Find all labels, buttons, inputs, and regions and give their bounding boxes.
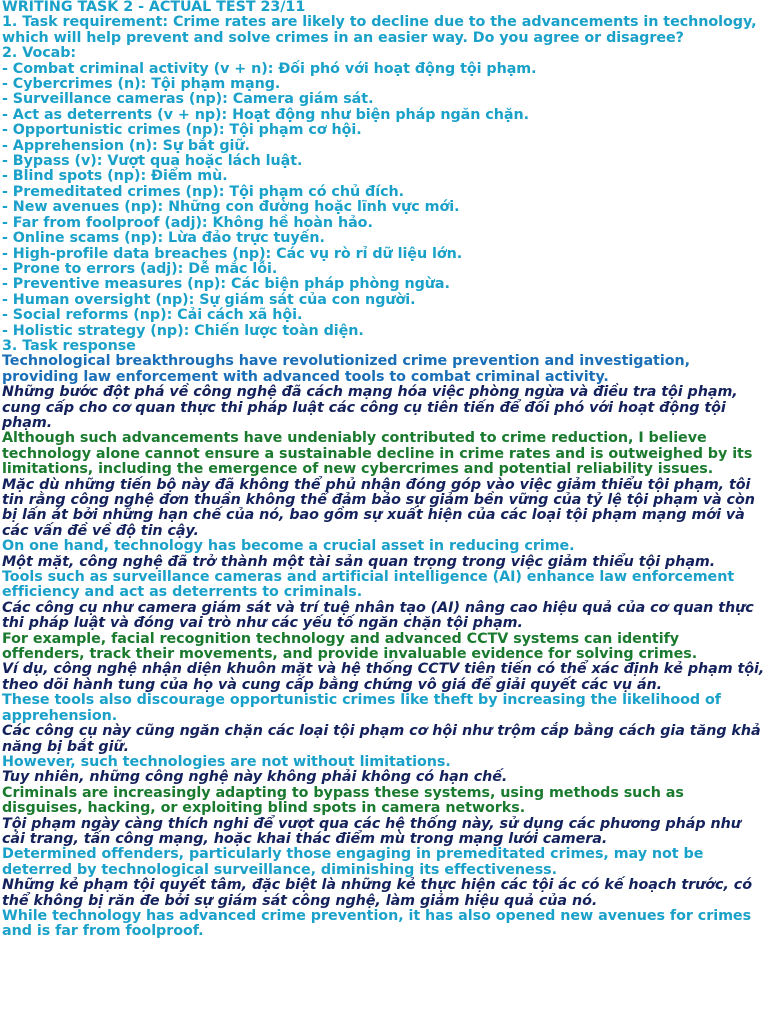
vocab-item: - Prone to errors (adj): Dễ mắc lỗi.	[2, 260, 278, 277]
response-sentence-vietnamese: Mặc dù những tiến bộ này đã không thể phủ nhận đóng góp vào việc giảm thiểu tội phạm, tôi tin rằng công nghệ đơn thuần không thể đảm bảo sự giảm bền vững của tỷ lệ tội phạm và còn bị lấn át bởi những hạn chế của nó, bao gồm sự xuất hiện của các loại tội phạm mạng mới và các vấn đề về độ tin cậy.	[2, 476, 755, 539]
response-sentence-vietnamese: Các công cụ này cũng ngăn chặn các loại tội phạm cơ hội như trộm cắp bằng cách gia tăng khả năng bị bắt giữ.	[2, 723, 761, 755]
vocab-item: - High-profile data breaches (np): Các vụ rò rỉ dữ liệu lớn.	[2, 245, 463, 262]
vocab-item: - Preventive measures (np): Các biện pháp phòng ngừa.	[2, 276, 450, 293]
vocab-item: - Bypass (v): Vượt qua hoặc lách luật.	[2, 153, 303, 170]
response-sentence-vietnamese: Tuy nhiên, những công nghệ này không phải không có hạn chế.	[2, 769, 508, 786]
vocab-item: - Far from foolproof (adj): Không hề hoàn hảo.	[2, 214, 373, 231]
vocab-item: - Opportunistic crimes (np): Tội phạm cơ hội.	[2, 122, 362, 139]
response-sentence-english: Tools such as surveillance cameras and artificial intelligence (AI) enhance law enforcement efficiency and act as deterrents to criminals.	[2, 569, 735, 601]
response-sentence-english: Technological breakthroughs have revolutionized crime prevention and investigation, providing law enforcement with advanced tools to combat criminal activity.	[2, 353, 690, 385]
response-sentence-english: For example, facial recognition technology and advanced CCTV systems can identify offenders, track their movements, and provide invaluable evidence for solving crimes.	[2, 630, 698, 663]
response-sentence-vietnamese: Những bước đột phá về công nghệ đã cách mạng hóa việc phòng ngừa và điều tra tội phạm, cung cấp cho cơ quan thực thi pháp luật các công cụ tiên tiến để đối phó với hoạt động tội phạm.	[2, 384, 738, 431]
response-sentence-vietnamese: Những kẻ phạm tội quyết tâm, đặc biệt là những kẻ thực hiện các tội ác có kế hoạch trước, có thể không bị răn đe bởi sự giám sát công nghệ, làm giảm hiệu quả của nó.	[2, 877, 752, 909]
document-title: WRITING TASK 2 - ACTUAL TEST 23/11	[2, 0, 306, 15]
response-sentence-vietnamese: Tội phạm ngày càng thích nghi để vượt qua các hệ thống này, sử dụng các phương pháp như cải trang, tấn công mạng, hoặc khai thác điểm mù trong mạng lưới camera.	[2, 815, 741, 847]
vocab-item: - Cybercrimes (n): Tội phạm mạng.	[2, 76, 281, 93]
response-sentence-english: Determined offenders, particularly those engaging in premeditated crimes, may not be deterred by technological surveillance, diminishing its effectiveness.	[2, 846, 704, 878]
vocab-item: - Act as deterrents (v + np): Hoạt động như biện pháp ngăn chặn.	[2, 106, 529, 123]
vocab-item: - Social reforms (np): Cải cách xã hội.	[2, 307, 303, 324]
response-sentence-english: However, such technologies are not without limitations.	[2, 753, 451, 770]
vocab-item: - Blind spots (np): Điểm mù.	[2, 168, 228, 185]
task-requirement: 1. Task requirement: Crime rates are likely to decline due to the advancements in technology, which will help prevent and solve crimes in an easier way. Do you agree or disagree?	[2, 14, 757, 46]
response-sentence-vietnamese: Các công cụ như camera giám sát và trí tuệ nhân tạo (AI) nâng cao hiệu quả của cơ quan thực thi pháp luật và đóng vai trò như các yếu tố ngăn chặn tội phạm.	[2, 599, 754, 632]
vocab-item: - Holistic strategy (np): Chiến lược toàn diện.	[2, 322, 364, 339]
vocab-item: - Surveillance cameras (np): Camera giám sát.	[2, 91, 374, 108]
response-body	[2, 354, 766, 939]
vocab-item: - Combat criminal activity (v + n): Đối phó với hoạt động tội phạm.	[2, 60, 537, 77]
response-sentence-english: Although such advancements have undeniably contributed to crime reduction, I believe technology alone cannot ensure a sustainable decline in crime rates and is outweighed by its limitations, including the emergence of new cybercrimes and potential reliability issues.	[2, 430, 753, 478]
vocab-item: - Premeditated crimes (np): Tội phạm có chủ đích.	[2, 183, 405, 200]
response-sentence-english: While technology has advanced crime prevention, it has also opened new avenues for crimes and is far from foolproof.	[2, 907, 752, 940]
response-sentence-english: Criminals are increasingly adapting to bypass these systems, using methods such as disguises, hacking, or exploiting blind spots in camera networks.	[2, 784, 684, 817]
vocab-item: - Online scams (np): Lừa đảo trực tuyến.	[2, 230, 325, 247]
vocab-list	[2, 62, 766, 339]
response-sentence-english: These tools also discourage opportunistic crimes like theft by increasing the likelihood of apprehension.	[2, 692, 721, 724]
response-sentence-english: On one hand, technology has become a crucial asset in reducing crime.	[2, 538, 575, 555]
vocab-item: - Human oversight (np): Sự giám sát của con người.	[2, 291, 416, 308]
response-sentence-vietnamese: Một mặt, công nghệ đã trở thành một tài sản quan trọng trong việc giảm thiểu tội phạm.	[2, 553, 716, 570]
response-sentence-vietnamese: Ví dụ, công nghệ nhận diện khuôn mặt và hệ thống CCTV tiên tiến có thể xác định kẻ phạm tội, theo dõi hành tung của họ và cung cấp bằng chứng vô giá để giải quyết các vụ án.	[2, 661, 765, 693]
vocab-heading: 2. Vocab:	[2, 45, 77, 62]
response-heading: 3. Task response	[2, 337, 136, 354]
vocab-item: - New avenues (np): Những con đường hoặc lĩnh vực mới.	[2, 199, 460, 216]
vocab-item: - Apprehension (n): Sự bắt giữ.	[2, 137, 250, 154]
